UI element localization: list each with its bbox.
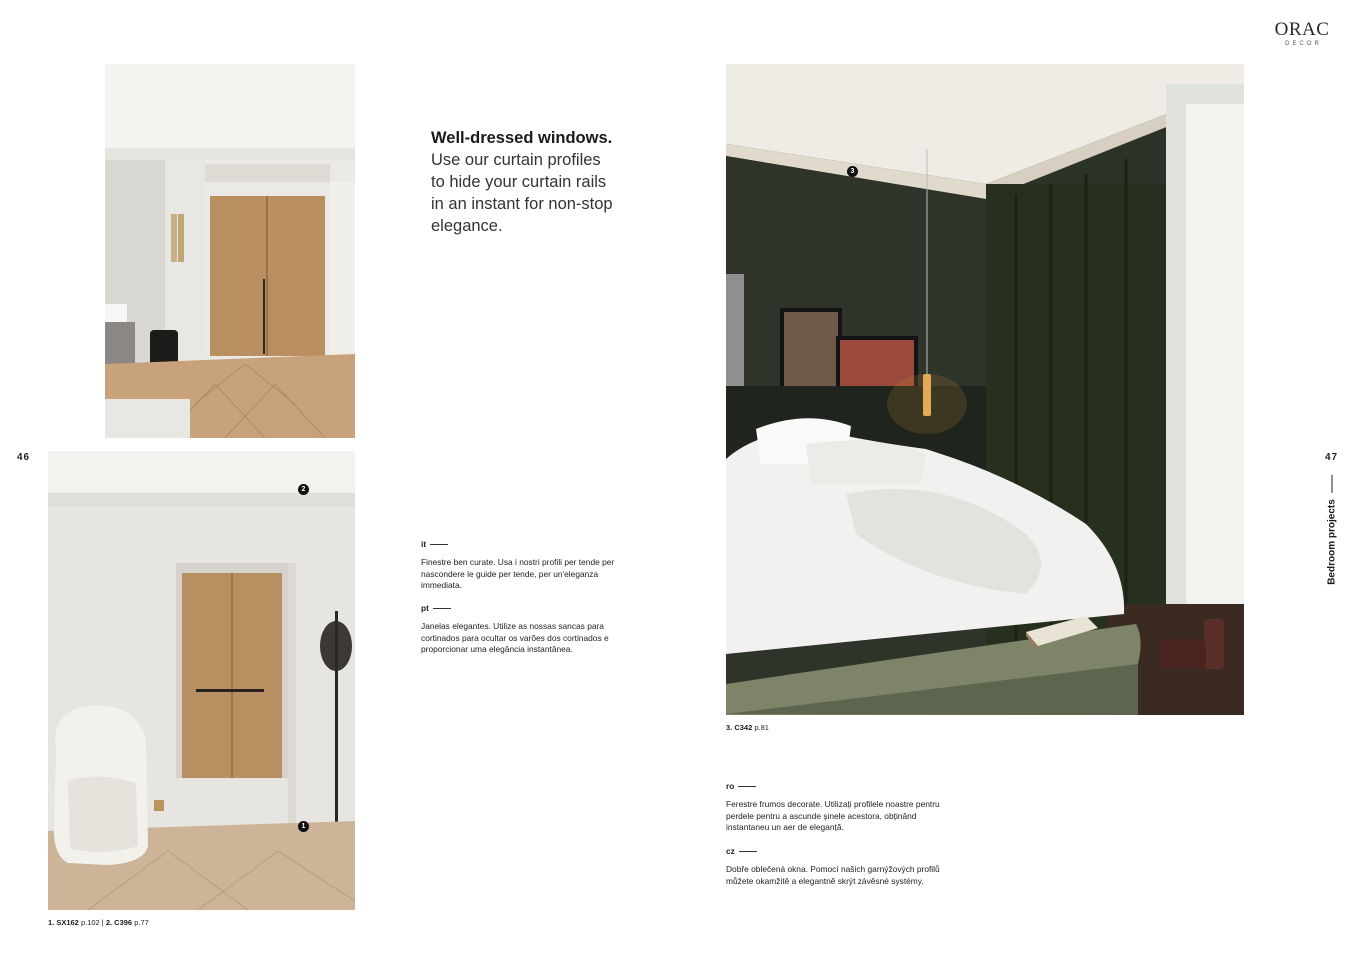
marker-1: 1 bbox=[298, 821, 309, 832]
headline bbox=[431, 127, 661, 237]
caption-right-page: p.81 bbox=[752, 723, 769, 732]
section-side-label bbox=[1318, 470, 1346, 590]
page-number-left: 46 bbox=[17, 452, 31, 463]
caption-left-separator: | bbox=[101, 918, 104, 927]
headline-line-3: in an instant for non-stop bbox=[431, 195, 613, 213]
photo-green-bedroom bbox=[726, 64, 1244, 715]
headline-title: Well-dressed windows. bbox=[431, 129, 613, 147]
section-label-text: Bedroom projects bbox=[1326, 499, 1338, 585]
photo-green-bedroom-illustration bbox=[726, 64, 1244, 715]
lang-code-ro: ro bbox=[726, 781, 735, 791]
headline-line-1: Use our curtain profiles bbox=[431, 151, 601, 169]
caption-left-code-1: 1. SX162 bbox=[48, 918, 79, 927]
photo-armchair-doorway-illustration bbox=[48, 451, 355, 910]
orac-decor-logo bbox=[1274, 20, 1330, 48]
text-block-pt bbox=[421, 603, 636, 655]
marker-2: 2 bbox=[298, 484, 309, 495]
lang-text-ro: Ferestre frumos decorate. Utilizați profilele noastre pentru perdele pentru a ascunde șinele acestora, obținând instantaneu un aer de eleganță. bbox=[726, 799, 940, 832]
headline-line-4: elegance. bbox=[431, 217, 503, 235]
caption-left-code-2: 2. C396 bbox=[103, 918, 133, 927]
photo-hallway-doors-illustration bbox=[105, 64, 355, 438]
lang-dash-pt bbox=[433, 608, 451, 609]
caption-left-page-1: p.102 bbox=[78, 918, 102, 927]
text-block-cz bbox=[726, 846, 941, 887]
lang-text-it: Finestre ben curate. Usa i nostri profili per tende per nascondere le guide per tende, per un'eleganza immediata. bbox=[421, 557, 615, 590]
photo-hallway-doors bbox=[105, 64, 355, 438]
logo-wordmark: ORAC bbox=[1274, 19, 1330, 40]
text-block-it bbox=[421, 539, 636, 591]
lang-text-cz: Dobře oblečená okna. Pomocí našich garnýžových profilů můžete okamžitě a elegantně skrýt závěsné systémy. bbox=[726, 864, 940, 886]
logo-subtitle: DECOR bbox=[1285, 41, 1322, 47]
text-block-ro bbox=[726, 781, 941, 833]
lang-dash-cz bbox=[739, 851, 757, 852]
lang-dash-it bbox=[430, 544, 448, 545]
lang-dash-ro bbox=[738, 786, 756, 787]
caption-left bbox=[48, 918, 149, 927]
marker-3: 3 bbox=[847, 166, 858, 177]
caption-left-page-2: p.77 bbox=[132, 918, 149, 927]
lang-code-cz: cz bbox=[726, 846, 735, 856]
lang-text-pt: Janelas elegantes. Utilize as nossas sancas para cortinados para ocultar os varões dos cortinados e proporcionar uma elegância instantânea. bbox=[421, 621, 609, 654]
page-number-right: 47 bbox=[1325, 452, 1339, 463]
lang-code-pt: pt bbox=[421, 603, 429, 613]
headline-line-2: to hide your curtain rails bbox=[431, 173, 607, 191]
lang-code-it: it bbox=[421, 539, 427, 549]
caption-right-code: 3. C342 bbox=[726, 723, 753, 732]
photo-armchair-doorway bbox=[48, 451, 355, 910]
section-label-rule bbox=[1332, 475, 1333, 493]
caption-right bbox=[726, 723, 769, 732]
